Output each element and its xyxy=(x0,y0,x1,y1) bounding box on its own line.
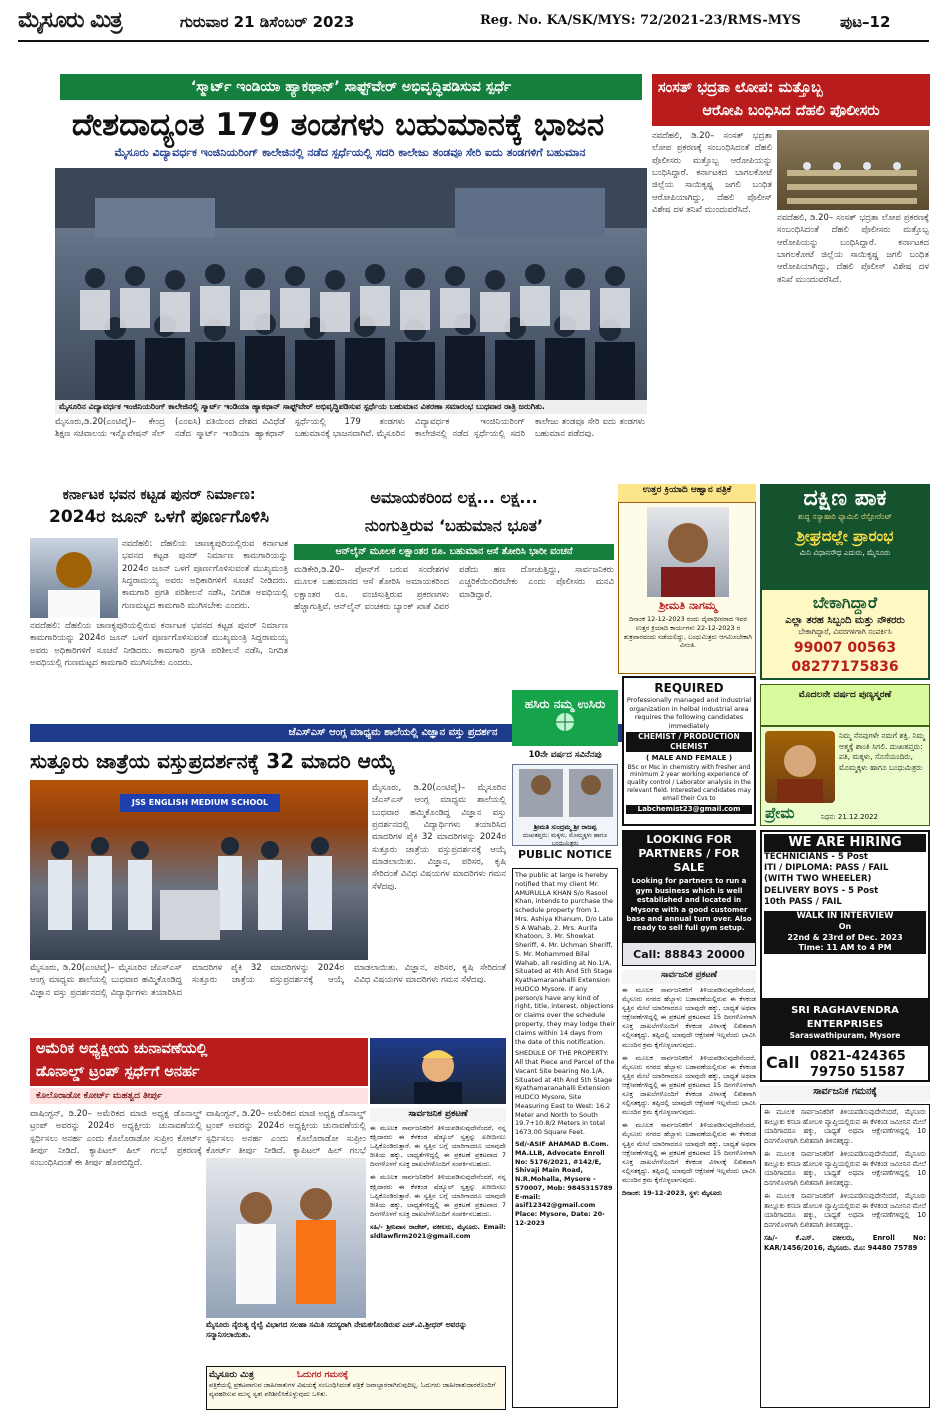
jss-body-2: ಮೈಸೂರು, ಡಿ.20(ಎಂಟಿವೈ)– ಮೈಸೂರಿನ ಜೆಎಸ್‌ಎಸ್ ಆಂಗ್ಲ ಮಾಧ್ಯಮ ಶಾಲೆಯಲ್ಲಿ ಬುಧವಾರ ಹಮ್ಮಿಕೊಂಡಿದ್ದ ವಿಜ್ಞಾನ ವಸ್ತು ಪ್ರದರ್ಶನದಲ್ಲಿ ವಿದ್ಯಾರ್ಥಿಗಳು ತಯಾರಿಸಿದ ಮಾದರಿಗಳ ಪೈಕಿ 32 ಮಾದರಿಗಳನ್ನು 2024ರ ಸುತ್ತೂರು ಜಾತ್ರೆಯ ವಸ್ತುಪ್ರದರ್ಶನಕ್ಕೆ ಆಯ್ಕೆ ಮಾಡಲಾಯಿತು. ವಿಜ್ಞಾನ, ಪರಿಸರ, ಕೃಷಿ ಸೇರಿದಂತೆ ವಿವಿಧ ವಿಷಯಗಳ ಮಾದರಿಗಳು ಗಮನ ಸೆಳೆದವು. xyxy=(30,963,506,998)
memorial-name: ಪ್ರೇಮ xyxy=(765,804,795,822)
dakshina-highlight: ಶ್ರೀಘ್ರದಲ್ಲೇ ಪ್ರಾರಂಭ xyxy=(796,527,894,546)
required-title: REQUIRED xyxy=(654,681,724,695)
trump-headline-2: ಡೊನಾಲ್ಡ್ ಟ್ರಂಪ್ ಸ್ಪರ್ಧೆಗೆ ಅನರ್ಹ xyxy=(36,1064,200,1080)
lead-headline: ದೇಶದಾದ್ಯಂತ 179 ತಂಡಗಳು ಬಹುಮಾನಕ್ಕೆ ಭಾಜನ xyxy=(71,107,605,143)
jss-kicker: ಜೆಎಸ್‌ಎಸ್ ಆಂಗ್ಲ ಮಾಧ್ಯಮ ಶಾಲೆಯಲ್ಲಿ ವಿಜ್ಞಾನ ವಸ್ತು ಪ್ರದರ್ಶನ xyxy=(30,724,756,742)
lead-body: ಮೈಸೂರು,ಡಿ.20(ಎಂಟಿವೈ)– ಕೇಂದ್ರ ಶಿಕ್ಷಣ ಸಚಿವಾಲಯ ಇನ್ನೊವೇಷನ್ ಸೆಲ್ (ಎಂಐಸಿ) ವತಿಯಿಂದ ದೇಶದ ವಿವಿಧೆಡೆ ನಡೆದ ಸ್ಮಾರ್ಟ್ ಇಂಡಿಯಾ ಹ್ಯಾಕಥಾನ್ ಸ್ಪರ್ಧೆಯಲ್ಲಿ 179 ತಂಡಗಳು ಬಹುಮಾನಕ್ಕೆ ಭಾಜನವಾಗಿವೆ. ಮೈಸೂರಿನ ವಿದ್ಯಾವರ್ಧಕ ಇಂಜಿನಿಯರಿಂಗ್ ಕಾಲೇಜಿನಲ್ಲಿ ನಡೆದ ಸ್ಪರ್ಧೆಯಲ್ಲಿ ಸದರಿ ಕಾಲೇಜು ತಂಡವೂ ಸೇರಿ ಐದು ತಂಡಗಳು ಬಹುಮಾನ ಪಡೆದವು. xyxy=(55,417,645,440)
jss-photo-art xyxy=(30,780,368,960)
kn-notice-2-title: ಸಾರ್ವಜನಿಕ ಪ್ರಕಟಣೆ xyxy=(370,1108,506,1122)
memorial-body: ನಿಮ್ಮ ನೆನಪುಗಳೇ ನಮಗೆ ಶಕ್ತಿ. ನಿಮ್ಮ ಆತ್ಮಕ್ಕೆ ಶಾಂತಿ ಸಿಗಲಿ. ದುಃಖತಪ್ತರು: ಪತಿ, ಮಕ್ಕಳು, ಸೊಸೆಯಂದಿರು, ಮೊಮ್ಮಕ್ಕಳು ಹಾಗೂ ಬಂಧುಮಿತ್ರರು xyxy=(839,731,925,772)
kn-notice-3-body-3: ಈ ಮೂಲಕ ಸಾರ್ವಜನಿಕರಿಗೆ ತಿಳಿಯಪಡಿಸುವುದೇನೆಂದರೆ, ಮೈಸೂರು ತಾಲ್ಲೂಕು ಕಸಬಾ ಹೋಬಳಿ ವ್ಯಾಪ್ತಿಯಲ್ಲಿರುವ ಈ ಕೆಳಕಂಡ ಜಮೀನಿನ ಮೇಲೆ ಯಾರಿಗಾದರೂ ಹಕ್ಕು, ಬಾಧ್ಯತೆ ಅಥವಾ ಆಕ್ಷೇಪಣೆಗಳಿದ್ದಲ್ಲಿ 10 ದಿನಗಳೊಳಗಾಗಿ ಲಿಖಿತವಾಗಿ ತಿಳಿಸತಕ್ಕದ್ದು. xyxy=(764,1192,926,1229)
hiring-call-label: Call xyxy=(766,1053,800,1072)
kn-notice-2-footer: ಸಹಿ/- ಶ್ರೀನಿವಾಸ ರಾಜೇಶ್, ವಕೀಲರು, ಮೈಸೂರು. Email: sldlawfirm2021@gmail.com xyxy=(370,1222,506,1241)
trump-kicker: ಕೊಲೊರಾಡೋ ಕೋರ್ಟ್ ಮಹತ್ವದ ತೀರ್ಪು xyxy=(30,1088,368,1104)
trump-body-2: ವಾಷಿಂಗ್ಟನ್, ಡಿ.20– ಅಮೆರಿಕದ ಮಾಜಿ ಅಧ್ಯಕ್ಷ ಡೊನಾಲ್ಡ್ ಟ್ರಂಪ್ ಅವರನ್ನು 2024ರ ಅಧ್ಯಕ್ಷೀಯ ಚುನಾವಣೆಯಲ್ಲಿ ಸ್ಪರ್ಧಿಸಲು ಅನರ್ಹ ಎಂದು ಕೊಲೊರಾಡೋ ಸುಪ್ರೀಂ ಕೋರ್ಟ್ ತೀರ್ಪು ನೀಡಿದೆ. ಕ್ಯಾಪಿಟಲ್ ಹಿಲ್ ಗಲಭೆ xyxy=(206,1109,366,1156)
hiring-line-2: ITI / DIPLOMA: PASS / FAIL xyxy=(764,863,889,874)
hiring-line-5: 10th PASS / FAIL xyxy=(764,897,842,908)
required-ad xyxy=(622,676,756,826)
lead-kicker: ‘ಸ್ಮಾರ್ಟ್ ಇಂಡಿಯಾ ಹ್ಯಾಕಥಾನ್’ ಸಾಫ್ಟ್‌ವೇರ್ ಅಭಿವೃದ್ಧಿಪಡಿಸುವ ಸ್ಪರ್ಧೆ xyxy=(60,74,642,100)
required-intro: Professionally managed and industrial organization in helbal industrial area requires the following candidates immediately xyxy=(626,696,752,730)
bhavan-body-1: ನವದೆಹಲಿ: ದೆಹಲಿಯ ಚಾಣಕ್ಯಪುರಿಯಲ್ಲಿರುವ ಕರ್ನಾಟಕ ಭವನದ ಕಟ್ಟಡ ಪುನರ್ ನಿರ್ಮಾಣ ಕಾಮಗಾರಿಯನ್ನು 2024ರ ಜೂನ್ ಒಳಗೆ ಪೂರ್ಣಗೊಳಿಸುವಂತೆ ಮುಖ್ಯಮಂತ್ರಿ ಸಿದ್ದರಾಮಯ್ಯ ಅವರು ಅಧಿಕಾರಿಗಳಿಗೆ ಸೂಚನೆ ನೀಡಿದರು. ಕಾಮಗಾರಿ ಪ್ರಗತಿ ಪರಿಶೀಲನೆ ನಡೆಸಿ, ನಿಗದಿತ ಅವಧಿಯಲ್ಲಿ ಗುಣಮಟ್ಟದ ಕಾಮಗಾರಿ ಮುಗಿಸಬೇಕು ಎಂದರು. xyxy=(122,539,288,611)
kn-notice-3-body-2: ಈ ಮೂಲಕ ಸಾರ್ವಜನಿಕರಿಗೆ ತಿಳಿಯಪಡಿಸುವುದೇನೆಂದರೆ, ಮೈಸೂರು ತಾಲ್ಲೂಕು ಕಸಬಾ ಹೋಬಳಿ ವ್ಯಾಪ್ತಿಯಲ್ಲಿರುವ ಈ ಕೆಳಕಂಡ ಜಮೀನಿನ ಮೇಲೆ ಯಾರಿಗಾದರೂ ಹಕ್ಕು, ಬಾಧ್ಯತೆ ಅಥವಾ ಆಕ್ಷೇಪಣೆಗಳಿದ್ದಲ್ಲಿ 10 ದಿನಗಳೊಳಗಾಗಿ ಲಿಖಿತವಾಗಿ ತಿಳಿಸತಕ್ಕದ್ದು. xyxy=(764,1150,926,1187)
hiring-ad xyxy=(760,830,930,1000)
kn-notice-1-footer: ದಿನಾಂಕ: 19-12-2023, ಸ್ಥಳ: ಮೈಸೂರು xyxy=(622,1188,722,1197)
reader-notice-body: ಪತ್ರಿಕೆಯಲ್ಲಿ ಪ್ರಕಟವಾಗುವ ಜಾಹೀರಾತುಗಳ ವಿಷಯಕ್ಕೆ ಸಂಬಂಧಿಸಿದಂತೆ ಪತ್ರಿಕೆ ಜವಾಬ್ದಾರರಾಗಿರುವುದಿಲ್ಲ. ಓದುಗರು ಜಾಹೀರಾತುದಾರರೊಂದಿಗೆ ವ್ಯವಹರಿಸುವ ಮುನ್ನ ಸ್ವತಃ ಪರಿಶೀಲಿಸಿಕೊಳ್ಳುವುದು ಒಳಿತು. xyxy=(209,1381,496,1398)
hiring-company: SRI RAGHAVENDRA ENTERPRISES xyxy=(791,1005,899,1030)
hiring-schedule xyxy=(764,922,926,953)
jss-headline: ಸುತ್ತೂರು ಜಾತ್ರೆಯ ವಸ್ತುಪ್ರದರ್ಶನಕ್ಕೆ 32 ಮಾದರಿ ಆಯ್ಕೆ xyxy=(30,749,395,773)
jss-photo-sign: JSS ENGLISH MEDIUM SCHOOL xyxy=(120,794,280,812)
kn-notice-2-body-2: ಈ ಮೂಲಕ ಸಾರ್ವಜನಿಕರಿಗೆ ತಿಳಿಯಪಡಿಸುವುದೇನೆಂದರೆ, ನನ್ನ ಕಕ್ಷಿದಾರರು ಈ ಕೆಳಕಂಡ ಷೆಡ್ಯೂಲ್ ಸ್ವತ್ತನ್ನು ಖರೀದಿಸಲು ಒಪ್ಪಿಕೊಂಡಿರುತ್ತಾರೆ. ಈ ಸ್ವತ್ತಿನ ಬಗ್ಗೆ ಯಾರಿಗಾದರೂ ಯಾವುದೇ ರೀತಿಯ ಹಕ್ಕು, ಬಾಧ್ಯತೆಗಳಿದ್ದಲ್ಲಿ ಈ ಪ್ರಕಟಣೆ ಪ್ರಕಟವಾದ 7 ದಿನಗಳೊಳಗೆ ಸೂಕ್ತ ದಾಖಲೆಗಳೊಂದಿಗೆ ಸಂಪರ್ಕಿಸಬಹುದು. xyxy=(370,1173,506,1218)
obituary-name: ಶ್ರೀಮತಿ ನಾಗಮ್ಮ xyxy=(659,599,717,612)
required-role-2: ( MALE AND FEMALE ) xyxy=(645,754,733,763)
public-notice-box xyxy=(512,868,618,1408)
anniversary-photos xyxy=(513,765,619,819)
hiring-call-box xyxy=(760,1044,930,1082)
public-notice-advocate: Sd/-ASIF AHAMAD B.Com. MA.LLB, Advocate Enroll No: 5176/2021, #142/E, Shivaji Main Road, N.R.Mohalla, Mysore - 570007, Mob: 9845315789 xyxy=(515,1139,613,1192)
public-notice-title: PUBLIC NOTICE xyxy=(517,848,613,861)
parliament-headline-2: ಆರೋಪಿ ಬಂಧಿಸಿದ ದೆಹಲಿ ಪೊಲೀಸರು xyxy=(702,103,880,119)
public-notice-body: The public at large is hereby notified that my client Mr. AMURULLA KHAN S/o Rasool Khan, intends to purchase the schedule property from 1. Mrs. Ashiya Khanum, D/o Late S A Wahab, 2. Mrs. Aurifa Khatoon, 3. Mr. Showkat Sheriff, 4. Mr. Uchman Sheriff, 5. Mr. Mohammed Bilal Wahab, all residing at No.1/A, Situated at 4th And 5th Stage Kyathamaranahalli Extension HUDCO Mysore. If any person/s have any kind of right, title, interest, objections or claims over the schedule property, they may lodge their claims within 14 days from the date of this notification. xyxy=(515,871,616,1046)
dakshina-paka-ad xyxy=(760,484,930,588)
obituary-body: ದಿನಾಂಕ 12-12-2023 ರಂದು ದೈವಾಧೀನರಾದ ಇವರ ಉತ್ತರ ಕ್ರಿಯಾದಿ ಕಾರ್ಯಗಳು 22-12-2023 ರ ಶುಕ್ರವಾರದಂದು ನಡೆಯಲಿದ್ದು, ಬಂಧುಮಿತ್ರರು ಆಗಮಿಸಬೇಕಾಗಿ ವಿನಂತಿ. xyxy=(624,615,752,650)
railway-photo-caption: ಮೈಸೂರು ನೈರುತ್ಯ ರೈಲ್ವೆ ವಿಭಾಗದ ಸಲಹಾ ಸಮಿತಿ ಸದಸ್ಯರಾಗಿ ನೇಮಕಗೊಂಡಿರುವ ಎಚ್.ವಿ.ಶ್ರೀಧರ್ ಅವರನ್ನು ಸನ್ಮಾನಿಸಲಾಯಿತು. xyxy=(206,1320,467,1340)
public-notice-email: E-mail: asif12342@gmail.com xyxy=(515,1192,596,1210)
kn-notice-1-box xyxy=(622,986,756,1408)
required-role-1: CHEMIST / PRODUCTION CHEMIST xyxy=(626,732,752,752)
jss-photo xyxy=(30,780,368,960)
reader-notice-box xyxy=(206,1366,506,1410)
hiring-walk-in: WALK IN INTERVIEW xyxy=(764,911,926,922)
kn-notice-2-box xyxy=(370,1124,506,1320)
kn-notice-1-title: ಸಾರ್ವಜನಿಕ ಪ್ರಕಟಣೆ xyxy=(622,970,756,984)
hackathon-photo xyxy=(55,168,647,400)
jss-body-1: ಮೈಸೂರು, ಡಿ.20(ಎಂಟಿವೈ)– ಮೈಸೂರಿನ ಜೆಎಸ್‌ಎಸ್ ಆಂಗ್ಲ ಮಾಧ್ಯಮ ಶಾಲೆಯಲ್ಲಿ ಬುಧವಾರ ಹಮ್ಮಿಕೊಂಡಿದ್ದ ವಿಜ್ಞಾನ ವಸ್ತು ಪ್ರದರ್ಶನದಲ್ಲಿ ವಿದ್ಯಾರ್ಥಿಗಳು ತಯಾರಿಸಿದ ಮಾದರಿಗಳ ಪೈಕಿ 32 ಮಾದರಿಗಳನ್ನು 2024ರ ಸುತ್ತೂರು ಜಾತ್ರೆಯ ವಸ್ತುಪ್ರದರ್ಶನಕ್ಕೆ ಆಯ್ಕೆ ಮಾಡಲಾಯಿತು. ವಿಜ್ಞಾನ, ಪರಿಸರ, ಕೃಷಿ ಸೇರಿದಂತೆ ವಿವಿಧ ವಿಷಯಗಳ ಮಾದರಿಗಳು ಗಮನ ಸೆಳೆದವು. xyxy=(372,783,506,892)
partners-body: Looking for partners to run a gym business which is well established and located in Mysore with a good customer base and annual turn over. Also ready to sell full gym setup. xyxy=(626,877,752,933)
prize-body: ಮಡಿಕೇರಿ,ಡಿ.20– ಪೋನ್‌ಗೆ ಬರುವ ಸಂದೇಶಗಳ ಮೂಲಕ ಬಹುಮಾನದ ಆಸೆ ತೋರಿಸಿ ಅಮಾಯಕರಿಂದ ಲಕ್ಷಾಂತರ ರೂ. ವಂಚಿಸುತ್ತಿರುವ ಪ್ರಕರಣಗಳು ಹೆಚ್ಚಾಗುತ್ತಿವೆ. ಆನ್‌ಲೈನ್ ವಂಚಕರು ಬ್ಯಾಂಕ್ ಖಾತೆ ವಿವರ ಪಡೆದು ಹಣ ದೋಚುತ್ತಿದ್ದು, ಸಾರ್ವಜನಿಕರು ಎಚ್ಚರಿಕೆಯಿಂದಿರಬೇಕು ಎಂದು ಪೊಲೀಸರು ಮನವಿ ಮಾಡಿದ್ದಾರೆ. xyxy=(294,565,614,612)
bhavan-headline-2: 2024ರ ಜೂನ್ ಒಳಗೆ ಪೂರ್ಣಗೊಳಿಸಿ xyxy=(48,507,269,527)
hiring-phone-1[interactable]: 0821-424365 xyxy=(810,1049,906,1064)
prize-headline-2: ನುಂಗುತ್ತಿರುವ ‘ಬಹುಮಾನ ಭೂತ’ xyxy=(364,516,544,535)
hiring-dates: 22nd & 23rd of Dec. 2023 xyxy=(787,932,903,942)
anniversary-box xyxy=(512,764,618,846)
trump-photo xyxy=(370,1038,506,1104)
siddaramaiah-photo xyxy=(30,538,118,618)
hiring-phone-2[interactable]: 79750 51587 xyxy=(810,1065,905,1080)
anniversary-footer: ದುಃಖತಪ್ತರು: ಮಕ್ಕಳು, ಮೊಮ್ಮಕ್ಕಳು ಹಾಗೂ ಬಂಧುಮಿತ್ರರು xyxy=(522,831,608,847)
prize-headline-1: ಅಮಾಯಕರಿಂದ ಲಕ್ಷ... ಲಕ್ಷ... xyxy=(370,488,538,507)
hiring-line-3: (WITH TWO WHEELER) xyxy=(764,874,872,885)
reader-notice-logo: ಮೈಸೂರು ಮಿತ್ರ xyxy=(209,1370,254,1380)
hackathon-photo-caption: ಮೈಸೂರಿನ ವಿದ್ಯಾವರ್ಧಕ ಇಂಜಿನಿಯರಿಂಗ್ ಕಾಲೇಜಿನಲ್ಲಿ ಸ್ಮಾರ್ಟ್ ಇಂಡಿಯಾ ಹ್ಯಾಕಥಾನ್ ಸಾಫ್ಟ್‌ವೇರ್ ಅಭಿವೃದ್ಧಿಪಡಿಸುವ ಸ್ಪರ್ಧೆಯ ಬಹುಮಾನ ವಿತರಣಾ ಸಮಾರಂಭ ಬುಧವಾರ ರಾತ್ರಿ ಜರುಗಿತು. xyxy=(55,400,647,414)
masthead xyxy=(0,0,945,78)
dateline: ಗುರುವಾರ 21 ಡಿಸೆಂಬರ್ 2023 xyxy=(180,13,355,31)
globe-icon xyxy=(545,712,585,732)
parliament-photo xyxy=(777,130,929,210)
kn-notice-3-body: ಈ ಮೂಲಕ ಸಾರ್ವಜನಿಕರಿಗೆ ತಿಳಿಯಪಡಿಸುವುದೇನೆಂದರೆ, ಮೈಸೂರು ತಾಲ್ಲೂಕು ಕಸಬಾ ಹೋಬಳಿ ವ್ಯಾಪ್ತಿಯಲ್ಲಿರುವ ಈ ಕೆಳಕಂಡ ಜಮೀನಿನ ಮೇಲೆ ಯಾರಿಗಾದರೂ ಹಕ್ಕು, ಬಾಧ್ಯತೆ ಅಥವಾ ಆಕ್ಷೇಪಣೆಗಳಿದ್ದಲ್ಲಿ 10 ದಿನಗಳೊಳಗಾಗಿ ಲಿಖಿತವಾಗಿ ತಿಳಿಸತಕ್ಕದ್ದು. xyxy=(764,1108,926,1145)
prize-headline xyxy=(294,484,614,542)
obituary-photo-art xyxy=(647,507,729,597)
partners-call[interactable]: Call: 88843 20000 xyxy=(622,942,756,966)
kn-notice-2-body: ಈ ಮೂಲಕ ಸಾರ್ವಜನಿಕರಿಗೆ ತಿಳಿಯಪಡಿಸುವುದೇನೆಂದರೆ, ನನ್ನ ಕಕ್ಷಿದಾರರು ಈ ಕೆಳಕಂಡ ಷೆಡ್ಯೂಲ್ ಸ್ವತ್ತನ್ನು ಖರೀದಿಸಲು ಒಪ್ಪಿಕೊಂಡಿರುತ್ತಾರೆ. ಈ ಸ್ವತ್ತಿನ ಬಗ್ಗೆ ಯಾರಿಗಾದರೂ ಯಾವುದೇ ರೀತಿಯ ಹಕ್ಕು, ಬಾಧ್ಯತೆಗಳಿದ್ದಲ್ಲಿ ಈ ಪ್ರಕಟಣೆ ಪ್ರಕಟವಾದ 7 ದಿನಗಳೊಳಗೆ ಸೂಕ್ತ ದಾಖಲೆಗಳೊಂದಿಗೆ ಸಂಪರ್ಕಿಸಬಹುದು. xyxy=(370,1124,506,1169)
obituary-photo xyxy=(647,507,729,597)
required-details: BSc or Msc in chemistry with fresher and minimum 2 year working experience of quality control / Laborator analysis in the relevant field. Interested candidates may email their Cvs to xyxy=(627,763,751,802)
kn-notice-1-body: ಈ ಮೂಲಕ ಸಾರ್ವಜನಿಕರಿಗೆ ತಿಳಿಯಪಡಿಸುವುದೇನೆಂದರೆ, ಮೈಸೂರು ನಗರದ ಹೆಬ್ಬಾಳು ಬಡಾವಣೆಯಲ್ಲಿರುವ ಈ ಕೆಳಕಂಡ ಸ್ವತ್ತಿನ ಮೇಲೆ ಯಾರಿಗಾದರೂ ಯಾವುದೇ ಹಕ್ಕು, ಬಾಧ್ಯತೆ ಅಥವಾ ಆಕ್ಷೇಪಣೆಗಳಿದ್ದಲ್ಲಿ ಈ ಪ್ರಕಟಣೆ ಪ್ರಕಟವಾದ 15 ದಿನಗಳೊಳಗಾಗಿ ಸೂಕ್ತ ದಾಖಲೆಗಳೊಂದಿಗೆ ಕೆಳಕಂಡ ವಿಳಾಸಕ್ಕೆ ಲಿಖಿತವಾಗಿ ಸಲ್ಲಿಸತಕ್ಕದ್ದು. ತಪ್ಪಿದಲ್ಲಿ ಯಾವುದೇ ಆಕ್ಷೇಪಣೆ ಇಲ್ಲವೆಂದು ಭಾವಿಸಿ ಮುಂದಿನ ಕ್ರಮ ಕೈಗೊಳ್ಳಲಾಗುವುದು. xyxy=(622,986,756,1049)
dakshina-wanted-ad xyxy=(760,588,930,680)
lead-deck: ಮೈಸೂರು ವಿದ್ಯಾವರ್ಧಕ ಇಂಜಿನಿಯರಿಂಗ್ ಕಾಲೇಜಿನಲ್ಲಿ ನಡೆದ ಸ್ಪರ್ಧೆಯಲ್ಲಿ ಸದರಿ ಕಾಲೇಜು ತಂಡವೂ ಸೇರಿ ಐದು ತಂಡಗಳಿಗೆ ಬಹುಮಾನ xyxy=(114,146,586,159)
obituary-title: ಉತ್ತರ ಕ್ರಿಯಾದಿ ಆಹ್ವಾನ ಪತ್ರಿಕೆ xyxy=(618,484,756,502)
hackathon-photo-art xyxy=(55,168,647,400)
kn-notice-1-body-3: ಈ ಮೂಲಕ ಸಾರ್ವಜನಿಕರಿಗೆ ತಿಳಿಯಪಡಿಸುವುದೇನೆಂದರೆ, ಮೈಸೂರು ನಗರದ ಹೆಬ್ಬಾಳು ಬಡಾವಣೆಯಲ್ಲಿರುವ ಈ ಕೆಳಕಂಡ ಸ್ವತ್ತಿನ ಮೇಲೆ ಯಾರಿಗಾದರೂ ಯಾವುದೇ ಹಕ್ಕು, ಬಾಧ್ಯತೆ ಅಥವಾ ಆಕ್ಷೇಪಣೆಗಳಿದ್ದಲ್ಲಿ ಈ ಪ್ರಕಟಣೆ ಪ್ರಕಟವಾದ 15 ದಿನಗಳೊಳಗಾಗಿ ಸೂಕ್ತ ದಾಖಲೆಗಳೊಂದಿಗೆ ಕೆಳಕಂಡ ವಿಳಾಸಕ್ಕೆ ಲಿಖಿತವಾಗಿ ಸಲ್ಲಿಸತಕ್ಕದ್ದು. ತಪ್ಪಿದಲ್ಲಿ ಯಾವುದೇ ಆಕ್ಷೇಪಣೆ ಇಲ್ಲವೆಂದು ಭಾವಿಸಿ ಮುಂದಿನ ಕ್ರಮ ಕೈಗೊಳ್ಳಲಾಗುವುದು. xyxy=(622,1121,756,1184)
anniversary-title: 10ನೇ ವರ್ಷದ ಸವಿನೆನಪು xyxy=(528,750,602,760)
public-notice-place: Place: Mysore, Date: 20-12-2023 xyxy=(515,1210,605,1227)
hiring-line-1: TECHNICIANS - 5 Post xyxy=(764,851,868,862)
hiring-on: On xyxy=(838,922,852,932)
dakshina-phone-2: 08277175836 xyxy=(791,659,899,676)
railway-photo-art xyxy=(206,1158,366,1318)
kn-notice-3-footer: ಸಹಿ/- ಕೆ.ಎಸ್. ವಕೀಲರು, Enroll No: KAR/1456/2016, ಮೈಸೂರು. ಮೊ: 94480 75789 xyxy=(764,1234,926,1252)
siddaramaiah-photo-art xyxy=(30,538,118,618)
parliament-photo-art xyxy=(777,130,929,210)
bhavan-headline-1: ಕರ್ನಾಟಕ ಭವನ ಕಟ್ಟಡ ಪುನರ್ ನಿರ್ಮಾಣ: xyxy=(62,487,256,503)
dakshina-contact-note: ಬೇಕಾಗಿದ್ದಾರೆ, ವಿವರಗಳಿಗಾಗಿ ಸಂಪರ್ಕಿಸಿ xyxy=(798,627,892,637)
hiring-company-box xyxy=(760,1000,930,1044)
hiring-title: WE ARE HIRING xyxy=(764,834,926,852)
public-notice-schedule: SHEDULE OF THE PROPERTY: All that Piece and Parcel of the Vacant Site bearing No.1/A, Situated at 4th And 5th Stage Kyathamaranahalli Extension HUDCO Mysore, Site Measuring East to West: 16.2 Meter and North to South 19.7+10.8/2 Meters in total 1673.00 Square Feet. xyxy=(515,1049,615,1137)
parliament-body-1: ನವದೆಹಲಿ, ಡಿ.20– ಸಂಸತ್ ಭದ್ರತಾ ಲೋಪ ಪ್ರಕರಣಕ್ಕೆ ಸಂಬಂಧಿಸಿದಂತೆ ದೆಹಲಿ ಪೊಲೀಸರು ಮತ್ತೊಬ್ಬ ಆರೋಪಿಯನ್ನು ಬಂಧಿಸಿದ್ದಾರೆ. ಕರ್ನಾಟಕದ ಬಾಗಲಕೋಟೆ ಜಿಲ್ಲೆಯ ಸಾಯಿಕೃಷ್ಣ ಜಗಲಿ ಬಂಧಿತ ಆರೋಪಿಯಾಗಿದ್ದು, ದೆಹಲಿ ಪೊಲೀಸ್ ವಿಶೇಷ ದಳ ತನಿಖೆ ಮುಂದುವರೆಸಿದೆ. xyxy=(652,131,772,215)
reader-notice-title: ಓದುಗರ ಗಮನಕ್ಕೆ xyxy=(297,1370,349,1380)
newspaper-logo xyxy=(18,6,148,40)
obituary-box xyxy=(618,502,756,674)
trump-body-1: ವಾಷಿಂಗ್ಟನ್, ಡಿ.20– ಅಮೆರಿಕದ ಮಾಜಿ ಅಧ್ಯಕ್ಷ ಡೊನಾಲ್ಡ್ ಟ್ರಂಪ್ ಅವರನ್ನು 2024ರ ಅಧ್ಯಕ್ಷೀಯ ಚುನಾವಣೆಯಲ್ಲಿ ಸ್ಪರ್ಧಿಸಲು ಅನರ್ಹ ಎಂದು ಕೊಲೊರಾಡೋ ಸುಪ್ರೀಂ ಕೋರ್ಟ್ ತೀರ್ಪು ನೀಡಿದೆ. ಕ್ಯಾಪಿಟಲ್ ಹಿಲ್ ಗಲಭೆ ಪ್ರಕರಣಕ್ಕೆ ಸಂಬಂಧಿಸಿದಂತೆ ಈ ತೀರ್ಪು ಹೊರಬಿದ್ದಿದೆ. xyxy=(30,1109,202,1169)
partners-title: LOOKING FOR PARTNERS / FOR SALE xyxy=(638,833,740,874)
trump-headline-box xyxy=(30,1038,368,1086)
dakshina-wanted: ಬೇಕಾಗಿದ್ದಾರೆ xyxy=(812,593,878,612)
railway-photo xyxy=(206,1158,366,1318)
prize-kicker: ಆನ್‌ಲೈನ್ ಮೂಲಕ ಲಕ್ಷಾಂತರ ರೂ. ಬಹುಮಾನ ಆಸೆ ತೋರಿಸಿ ಭಾರೀ ವಂಚನೆ xyxy=(294,544,614,560)
logo-text: ಮೈಸೂರು ಮಿತ್ರ xyxy=(18,8,122,33)
registration-number: Reg. No. KA/SK/MYS: 72/2021-23/RMS-MYS xyxy=(480,13,801,28)
bhavan-body-2: ನವದೆಹಲಿ: ದೆಹಲಿಯ ಚಾಣಕ್ಯಪುರಿಯಲ್ಲಿರುವ ಕರ್ನಾಟಕ ಭವನದ ಕಟ್ಟಡ ಪುನರ್ ನಿರ್ಮಾಣ ಕಾಮಗಾರಿಯನ್ನು 2024ರ ಜೂನ್ ಒಳಗೆ ಪೂರ್ಣಗೊಳಿಸುವಂತೆ ಮುಖ್ಯಮಂತ್ರಿ ಸಿದ್ದರಾಮಯ್ಯ ಅವರು ಅಧಿಕಾರಿಗಳಿಗೆ ಸೂಚನೆ ನೀಡಿದರು. ಕಾಮಗಾರಿ ಪ್ರಗತಿ ಪರಿಶೀಲನೆ ನಡೆಸಿ, ನಿಗದಿತ ಅವಧಿಯಲ್ಲಿ ಗುಣಮಟ್ಟದ ಕಾಮಗಾರಿ ಮುಗಿಸಬೇಕು ಎಂದರು. xyxy=(30,621,288,668)
memorial-date: ನಿಧನ: 21.12.2022 xyxy=(821,813,878,821)
hiring-location: Saraswathipuram, Mysore xyxy=(789,1031,901,1040)
green-ad xyxy=(512,690,618,746)
masthead-rule xyxy=(18,40,929,42)
memorial-title: ಮೊದಲನೇ ವರ್ಷದ ಪುಣ್ಯಸ್ಮರಣೆ xyxy=(760,684,930,726)
hiring-time: Time: 11 AM to 4 PM xyxy=(798,943,892,953)
kn-notice-1-body-2: ಈ ಮೂಲಕ ಸಾರ್ವಜನಿಕರಿಗೆ ತಿಳಿಯಪಡಿಸುವುದೇನೆಂದರೆ, ಮೈಸೂರು ನಗರದ ಹೆಬ್ಬಾಳು ಬಡಾವಣೆಯಲ್ಲಿರುವ ಈ ಕೆಳಕಂಡ ಸ್ವತ್ತಿನ ಮೇಲೆ ಯಾರಿಗಾದರೂ ಯಾವುದೇ ಹಕ್ಕು, ಬಾಧ್ಯತೆ ಅಥವಾ ಆಕ್ಷೇಪಣೆಗಳಿದ್ದಲ್ಲಿ ಈ ಪ್ರಕಟಣೆ ಪ್ರಕಟವಾದ 15 ದಿನಗಳೊಳಗಾಗಿ ಸೂಕ್ತ ದಾಖಲೆಗಳೊಂದಿಗೆ ಕೆಳಕಂಡ ವಿಳಾಸಕ್ಕೆ ಲಿಖಿತವಾಗಿ ಸಲ್ಲಿಸತಕ್ಕದ್ದು. ತಪ್ಪಿದಲ್ಲಿ ಯಾವುದೇ ಆಕ್ಷೇಪಣೆ ಇಲ್ಲವೆಂದು ಭಾವಿಸಿ ಮುಂದಿನ ಕ್ರಮ ಕೈಗೊಳ್ಳಲಾಗುವುದು. xyxy=(622,1053,756,1117)
page-number: ಪುಟ–12 xyxy=(840,13,891,31)
parliament-body-2: ನವದೆಹಲಿ, ಡಿ.20– ಸಂಸತ್ ಭದ್ರತಾ ಲೋಪ ಪ್ರಕರಣಕ್ಕೆ ಸಂಬಂಧಿಸಿದಂತೆ ದೆಹಲಿ ಪೊಲೀಸರು ಮತ್ತೊಬ್ಬ ಆರೋಪಿಯನ್ನು ಬಂಧಿಸಿದ್ದಾರೆ. ಕರ್ನಾಟಕದ ಬಾಗಲಕೋಟೆ ಜಿಲ್ಲೆಯ ಸಾಯಿಕೃಷ್ಣ ಜಗಲಿ ಬಂಧಿತ ಆರೋಪಿಯಾಗಿದ್ದು, ದೆಹಲಿ ಪೊಲೀಸ್ ವಿಶೇಷ ದಳ ತನಿಖೆ ಮುಂದುವರೆಸಿದೆ. xyxy=(777,213,929,285)
dakshina-title: ದಕ್ಷಿಣ ಪಾಕ xyxy=(803,486,887,511)
memorial-photo xyxy=(765,731,835,803)
kn-notice-3-box xyxy=(760,1104,930,1408)
bhavan-headline xyxy=(30,484,288,534)
anniversary-names: ಶ್ರೀಮತಿ ಸುಂದ್ರಮ್ಮ ಶ್ರೀ ರಾಜಪ್ಪ xyxy=(533,823,597,832)
parliament-headline-box xyxy=(652,74,930,126)
hiring-line-4: DELIVERY BOYS - 5 Post xyxy=(764,885,879,896)
memorial-box xyxy=(760,726,930,826)
required-email[interactable]: Labchemist23@gmail.com xyxy=(626,805,752,814)
parliament-headline-1: ಸಂಸತ್ ಭದ್ರತಾ ಲೋಪ: ಮತ್ತೊಬ್ಬ xyxy=(658,80,823,96)
trump-headline-1: ಅಮೆರಿಕ ಅಧ್ಯಕ್ಷೀಯ ಚುನಾವಣೆಯಲ್ಲಿ xyxy=(36,1041,208,1057)
partners-ad xyxy=(622,830,756,942)
dakshina-phone-1: 99007 00563 xyxy=(793,640,897,657)
kn-notice-3-title: ಸಾರ್ವಜನಿಕ ಗಮನಕ್ಕೆ xyxy=(760,1086,930,1102)
green-ad-title: ಹಸಿರು ನಮ್ಮ ಉಸಿರು xyxy=(524,697,606,711)
dakshina-place: ಮಿನಿ ವಿಧಾನಸೌಧ ಎದುರು, ಮೈಸೂರು xyxy=(799,548,891,558)
trump-photo-art xyxy=(370,1038,506,1104)
dakshina-wanted-line: ಎಲ್ಲಾ ತರಹ ಸಿಬ್ಬಂದಿ ಮತ್ತು ನೌಕರರು xyxy=(785,614,905,626)
dakshina-subtitle: ಶುದ್ಧ ಸಸ್ಯಾಹಾರಿ ಫ್ಯಾಮಿಲಿ ರೆಸ್ಟೋರೆಂಟ್ xyxy=(798,512,892,521)
memorial-photo-art xyxy=(765,731,835,803)
